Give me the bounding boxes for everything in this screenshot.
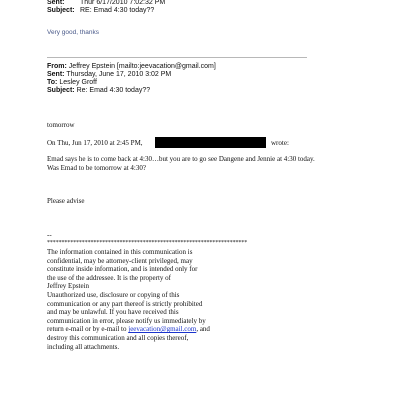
quoted-subject-value: Re: Emad 4:30 today?? [76,87,151,94]
sent-header-line [47,0,165,7]
signature-stars: ********************************************************************* [47,240,248,246]
reply-text: Very good, thanks [47,29,100,36]
disclaimer-line: constitute inside information, and is intended only for [47,265,198,274]
return-prefix: return e-mail or by e-mail to [47,325,129,334]
on-date-prefix: On Thu, Jun 17, 2010 at 2:45 PM, [47,139,143,147]
wrote-text: wrote: [271,139,289,147]
disclaimer-line: including all attachments. [47,342,120,351]
quoted-sent-header-line [47,71,171,79]
quoted-sent-value: Thursday, June 17, 2010 3:02 PM [66,71,172,78]
body-tomorrow: tomorrow [47,121,75,129]
disclaimer-line: destroy this communication and all copies thereof, [47,333,189,342]
return-suffix: , and [196,325,210,334]
quoted-sent-label: Sent: [47,71,65,78]
quote-line-2: Was Emad to be tomorrow at 4:30? [47,164,146,172]
signature-dashes: -- [47,231,52,239]
quoted-subject-header-line [47,87,150,95]
from-header-line [47,63,216,71]
quote-line-1: Emad says he is to come back at 4:30…but you are to go see Dangene and Jennie at 4:30 today. [47,155,315,163]
subject-header-line [47,7,154,15]
header-divider [47,57,307,58]
disclaimer-line: communication or any part thereof is strictly prohibited [47,299,203,308]
disclaimer-line: Jeffrey Epstein [47,282,90,291]
disclaimer-line: the use of the addressee. It is the property of [47,273,172,282]
disclaimer-block [47,248,297,351]
from-value: Jeffrey Epstein [mailto:jeevacation@gmail.com] [68,63,216,70]
disclaimer-line: confidential, may be attorney-client privileged, may [47,256,193,265]
disclaimer-line: and may be unlawful. If you have received this [47,308,179,317]
to-header-line [47,79,97,87]
disclaimer-return-line [47,325,297,334]
to-value: Lesley Groff [59,79,97,86]
sent-value: Thur 6/17/2010 7:02:32 PM [80,0,166,6]
sent-label: Sent: [47,0,65,6]
disclaimer-line: Unauthorized use, disclosure or copying of this [47,290,180,299]
disclaimer-line: communication in error, please notify us immediately by [47,316,206,325]
to-label: To: [47,79,58,86]
subject-value: RE: Emad 4:30 today?? [80,7,155,14]
please-advise: Please advise [47,197,85,205]
redaction-box [155,137,266,148]
quoted-subject-label: Subject: [47,87,75,94]
email-link[interactable]: jeevacation@gmail.com [128,325,197,334]
subject-label: Subject: [47,7,75,14]
disclaimer-line: The information contained in this communication is [47,248,193,256]
from-label: From: [47,63,67,70]
